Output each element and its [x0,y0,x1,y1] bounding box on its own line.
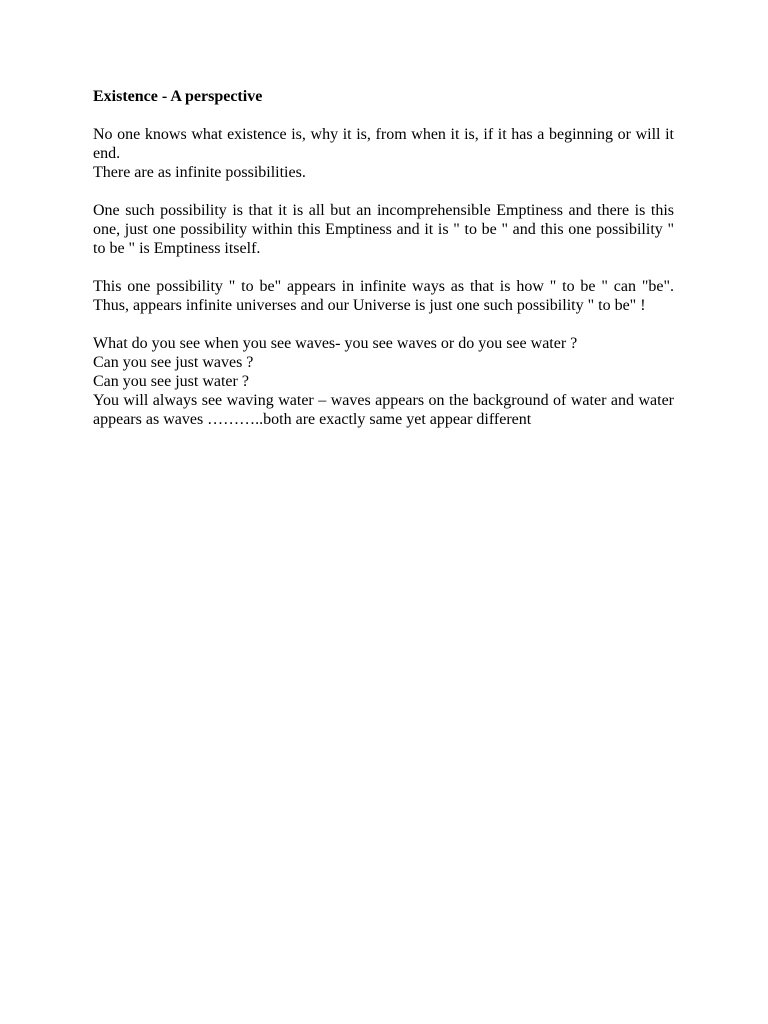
paragraph-3 [93,277,674,315]
paragraph-4-line-1: What do you see when you see waves- you see waves or do you see water ? [93,335,578,352]
paragraph-4 [93,334,674,429]
paragraph-1-line-1: No one knows what existence is, why it is, from when it is, if it has a beginning or will it end. [93,126,674,162]
paragraph-3-line-1: This one possibility " to be" appears in infinite ways as that is how " to be " can "be". Thus, appears infinite universes and our Universe is just one such possibility " to be" ! [93,278,674,314]
paragraph-4-line-3: Can you see just water ? [93,373,249,390]
paragraph-4-line-4: You will always see waving water – waves appears on the background of water and water appears as waves ………..both are exactly same yet appear different [93,392,674,428]
paragraph-1-line-2: There are as infinite possibilities. [93,164,306,181]
paragraph-4-line-2: Can you see just waves ? [93,354,254,371]
paragraph-2 [93,201,674,258]
paragraph-1 [93,125,674,182]
document-title: Existence - A perspective [93,88,263,105]
paragraph-2-line-1: One such possibility is that it is all but an incomprehensible Emptiness and there is this one, just one possibility within this Emptiness and it is " to be " and this one possibility " to be " is Emptiness itself. [93,202,674,257]
